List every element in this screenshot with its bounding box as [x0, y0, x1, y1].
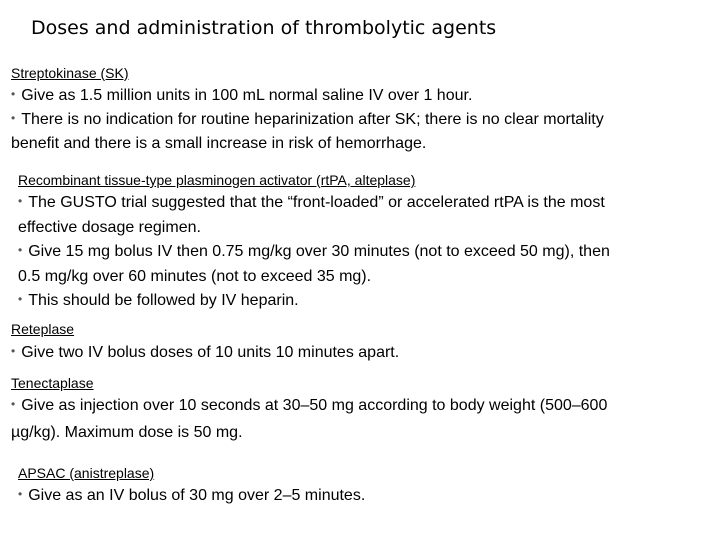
section-heading-tenectaplase: Tenectaplase [11, 375, 94, 391]
section-heading-reteplase: Reteplase [11, 321, 75, 337]
bullet-icon: • [18, 243, 23, 257]
bullet-icon: • [18, 194, 23, 208]
body-line: • The GUSTO trial suggested that the “front-loaded” or accelerated rtPA is the most [18, 194, 605, 211]
bullet-icon: • [11, 87, 16, 101]
body-line: • Give as an IV bolus of 30 mg over 2–5 minutes. [18, 487, 366, 504]
body-line: • Give as 1.5 million units in 100 mL normal saline IV over 1 hour. [11, 87, 473, 104]
slide-title: Doses and administration of thrombolytic agents [31, 17, 497, 39]
body-line: • Give two IV bolus doses of 10 units 10 minutes apart. [11, 344, 400, 361]
body-line: • There is no indication for routine heparinization after SK; there is no clear mortality [11, 111, 604, 128]
body-line: • Give 15 mg bolus IV then 0.75 mg/kg over 30 minutes (not to exceed 50 mg), then [18, 243, 610, 260]
body-line: benefit and there is a small increase in risk of hemorrhage. [11, 135, 427, 152]
body-line: • Give as injection over 10 seconds at 30–50 mg according to body weight (500–600 [11, 397, 608, 414]
section-heading-streptokinase: Streptokinase (SK) [11, 65, 129, 81]
section-heading-alteplase: Recombinant tissue-type plasminogen activator (rtPA, alteplase) [18, 172, 416, 188]
body-line: 0.5 mg/kg over 60 minutes (not to exceed 35 mg). [18, 268, 372, 285]
bullet-icon: • [11, 111, 16, 125]
section-heading-apsac: APSAC (anistreplase) [18, 465, 155, 481]
bullet-icon: • [11, 344, 16, 358]
bullet-icon: • [11, 397, 16, 411]
body-line: effective dosage regimen. [18, 219, 201, 236]
body-line: • This should be followed by IV heparin. [18, 292, 299, 309]
body-line: µg/kg). Maximum dose is 50 mg. [11, 424, 243, 441]
bullet-icon: • [18, 292, 23, 306]
bullet-icon: • [18, 487, 23, 501]
